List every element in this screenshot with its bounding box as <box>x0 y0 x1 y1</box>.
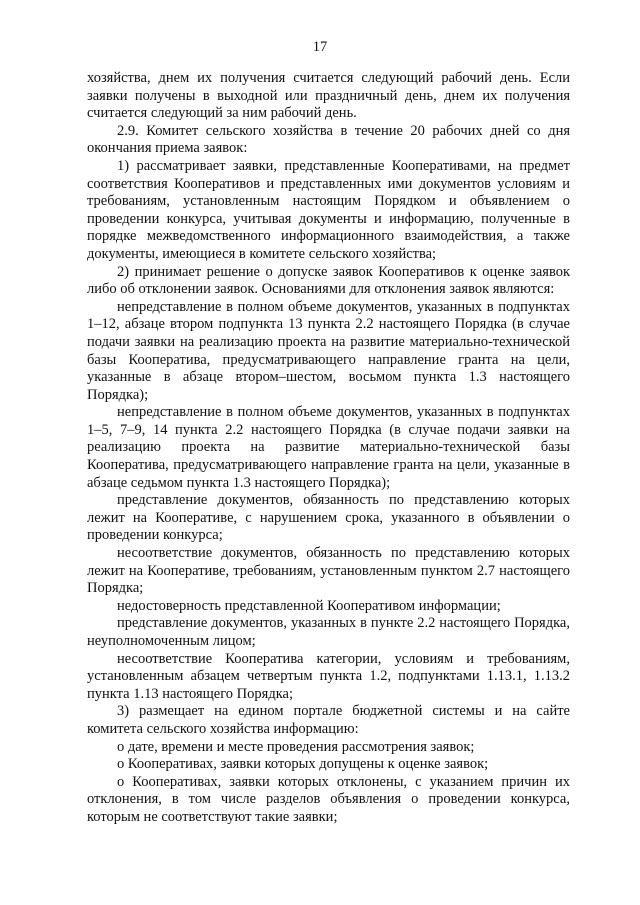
paragraph: недостоверность представленной Кооперативом информации; <box>117 597 501 614</box>
paragraph: хозяйства, днем их получения считается следующий рабочий день. Если заявки получены в выходной или праздничный день, днем их получения считается следующий за ним рабочий день. <box>87 70 570 122</box>
paragraph: несоответствие Кооператива категории, условиям и требованиям, установленным абзацем четвертым пункта 1.2, подпунктами 1.13.1, 1.13.2 пункта 1.13 настоящего Порядка; <box>87 650 570 702</box>
paragraph: 2.9. Комитет сельского хозяйства в течение 20 рабочих дней со дня окончания приема заявок: <box>87 122 570 157</box>
paragraph: представление документов, указанных в пункте 2.2 настоящего Порядка, неуполномоченным лицом; <box>87 615 570 649</box>
paragraph: несоответствие документов, обязанность по представлению которых лежит на Кооперативе, требованиям, установленным пунктом 2.7 настоящего Порядка; <box>87 545 570 597</box>
paragraph: 2) принимает решение о допуске заявок Кооперативов к оценке заявок либо об отклонении заявок. Основаниями для отклонения заявок являются: <box>87 263 570 298</box>
page-number: 17 <box>312 39 328 55</box>
paragraph: 3) размещает на едином портале бюджетной системы и на сайте комитета сельского хозяйства информацию: <box>87 703 570 737</box>
paragraph: представление документов, обязанность по представлению которых лежит на Кооперативе, с нарушением срока, указанного в объявлении о проведении конкурса; <box>87 492 570 544</box>
paragraph: непредставление в полном объеме документов, указанных в подпунктах 1–5, 7–9, 14 пункта 2.2 настоящего Порядка (в случае подачи заявки на реализацию проекта на развитие материально-технической базы Кооператива, предусматривающего направление гранта на цели, указанные в абзаце седьмом пункта 1.3 настоящего Порядка); <box>87 404 570 491</box>
paragraph: о дате, времени и месте проведения рассмотрения заявок; <box>117 738 475 755</box>
paragraph: непредставление в полном объеме документов, указанных в подпунктах 1–12, абзаце втором подпункта 13 пункта 2.2 настоящего Порядка (в случае подачи заявки на реализацию проекта на развитие материально-технической базы Кооператива, предусматривающего направление гранта на цели, указанные в абзаце втором–шестом, восьмом пункта 1.3 настоящего Порядка); <box>87 298 570 403</box>
paragraph: 1) рассматривает заявки, представленные Кооперативами, на предмет соответствия Кооперативов и представленных ими документов условиям и требованиям, установленным настоящим Порядком и объявлением о проведении конкурса, учитывая документы и информацию, полученные в порядке межведомственного информационного взаимодействия, а также документы, имеющиеся в комитете сельского хозяйства; <box>87 157 570 262</box>
paragraph: о Кооперативах, заявки которых допущены к оценке заявок; <box>117 756 489 773</box>
document-body <box>87 70 570 827</box>
paragraph: о Кооперативах, заявки которых отклонены, с указанием причин их отклонения, в том числе разделов объявления о проведении конкурса, которым не соответствуют такие заявки; <box>87 773 570 825</box>
